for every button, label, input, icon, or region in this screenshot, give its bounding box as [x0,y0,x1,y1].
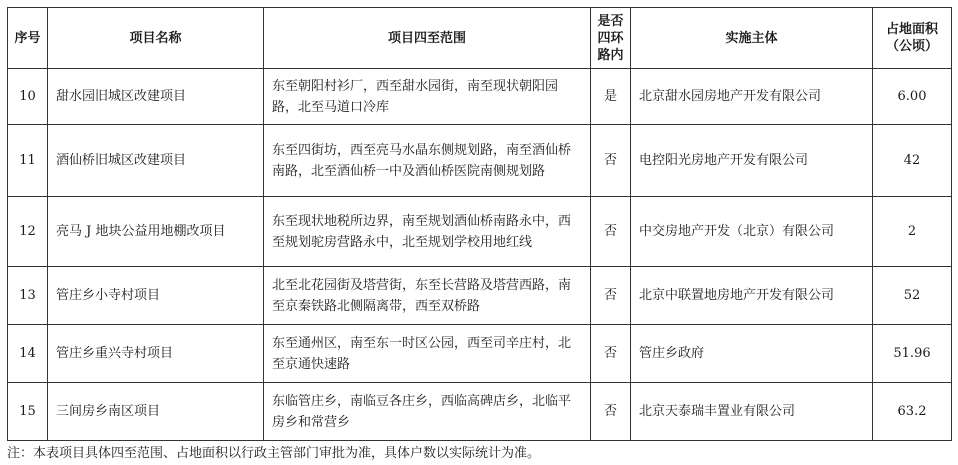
cell-scope: 东至四街坊，西至亮马水晶东侧规划路，南至酒仙桥南路，北至酒仙桥一中及酒仙桥医院南侧规划路 [264,125,591,197]
cell-ring: 是 [591,69,631,125]
cell-ring: 否 [591,197,631,267]
table-footnote: 注：本表项目具体四至范围、占地面积以行政主管部门审批为准，具体户数以实际统计为准。 [7,446,541,461]
cell-seq: 11 [8,125,48,197]
header-ring-line1: 是否 [597,13,624,29]
cell-scope: 东至朝阳村衫厂，西至甜水园街，南至现状朝阳园路，北至马道口冷库 [264,69,591,125]
cell-ring: 否 [591,325,631,383]
cell-ring: 否 [591,383,631,441]
table-row [8,267,952,325]
cell-seq: 10 [8,69,48,125]
project-table [7,7,952,441]
cell-name: 亮马 J 地块公益用地棚改项目 [48,197,264,267]
header-ring [591,8,631,69]
cell-area: 51.96 [873,325,952,383]
table-row [8,325,952,383]
cell-entity: 管庄乡政府 [631,325,873,383]
header-ring-line3: 路内 [597,47,624,63]
header-scope: 项目四至范围 [264,8,591,69]
cell-entity: 北京中联置地房地产开发有限公司 [631,267,873,325]
header-entity: 实施主体 [631,8,873,69]
cell-seq: 15 [8,383,48,441]
header-area [873,8,952,69]
cell-name: 三间房乡南区项目 [48,383,264,441]
cell-area: 2 [873,197,952,267]
cell-area: 63.2 [873,383,952,441]
cell-scope: 东临管庄乡，南临豆各庄乡，西临高碑店乡，北临平房乡和常营乡 [264,383,591,441]
header-area-line2: （公顷） [885,39,938,54]
table-row [8,69,952,125]
cell-scope: 东至通州区，南至东一时区公园，西至司辛庄村，北至京通快速路 [264,325,591,383]
cell-name: 管庄乡重兴寺村项目 [48,325,264,383]
cell-name: 酒仙桥旧城区改建项目 [48,125,264,197]
cell-name: 管庄乡小寺村项目 [48,267,264,325]
cell-entity: 北京天泰瑞丰置业有限公司 [631,383,873,441]
table-row [8,197,952,267]
table-row [8,383,952,441]
cell-entity: 中交房地产开发（北京）有限公司 [631,197,873,267]
cell-ring: 否 [591,125,631,197]
cell-seq: 12 [8,197,48,267]
cell-area: 6.00 [873,69,952,125]
header-name: 项目名称 [48,8,264,69]
cell-area: 42 [873,125,952,197]
cell-area: 52 [873,267,952,325]
cell-ring: 否 [591,267,631,325]
cell-entity: 北京甜水园房地产开发有限公司 [631,69,873,125]
cell-scope: 北至北花园街及塔营街，东至长营路及塔营西路，南至京秦铁路北侧隔离带，西至双桥路 [264,267,591,325]
header-seq: 序号 [8,8,48,69]
cell-entity: 电控阳光房地产开发有限公司 [631,125,873,197]
cell-seq: 13 [8,267,48,325]
cell-scope: 东至现状地税所边界，南至规划酒仙桥南路永中，西至规划驼房营路永中，北至规划学校用地红线 [264,197,591,267]
project-table-container [7,7,951,441]
cell-name: 甜水园旧城区改建项目 [48,69,264,125]
cell-seq: 14 [8,325,48,383]
table-header-row [8,8,952,69]
header-ring-line2: 四环 [597,30,624,46]
header-area-line1: 占地面积 [885,22,938,37]
table-row [8,125,952,197]
